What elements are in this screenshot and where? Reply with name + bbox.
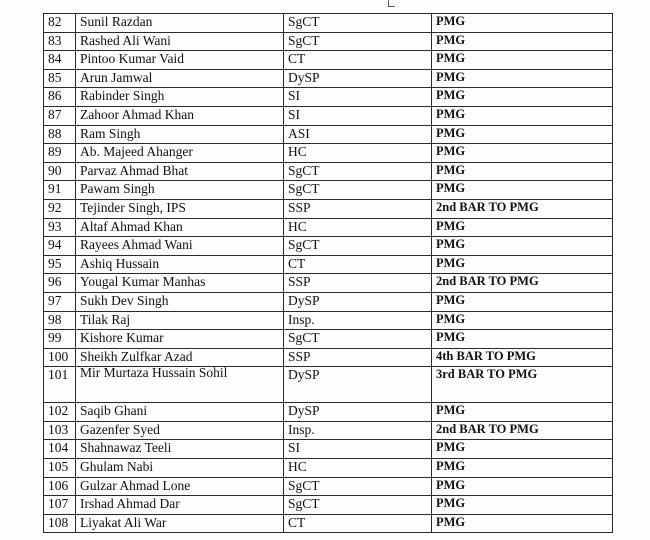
rank-cell: SI xyxy=(284,88,432,107)
rank-cell: SSP xyxy=(284,274,432,293)
rank-cell: SSP xyxy=(284,348,432,367)
award-cell: PMG xyxy=(432,403,613,422)
award-cell: PMG xyxy=(432,330,613,349)
serial-number-cell: 92 xyxy=(44,199,76,218)
award-cell: PMG xyxy=(432,311,613,330)
rank-cell: SgCT xyxy=(284,237,432,256)
serial-number-cell: 97 xyxy=(44,292,76,311)
table-row xyxy=(44,237,613,256)
serial-number-cell: 85 xyxy=(44,69,76,88)
serial-number-cell: 104 xyxy=(44,440,76,459)
rank-cell: DySP xyxy=(284,69,432,88)
award-cell: PMG xyxy=(432,14,613,33)
rank-cell: SgCT xyxy=(284,330,432,349)
serial-number-cell: 87 xyxy=(44,106,76,125)
serial-number-cell: 90 xyxy=(44,162,76,181)
rank-cell: DySP xyxy=(284,403,432,422)
name-cell: Zahoor Ahmad Khan xyxy=(76,106,284,125)
name-cell: Gazenfer Syed xyxy=(76,421,284,440)
name-cell: Ghulam Nabi xyxy=(76,459,284,478)
table-row xyxy=(44,330,613,349)
serial-number-cell: 105 xyxy=(44,459,76,478)
rank-cell: ASI xyxy=(284,125,432,144)
serial-number-cell: 88 xyxy=(44,125,76,144)
name-cell: Kishore Kumar xyxy=(76,330,284,349)
rank-cell: SI xyxy=(284,106,432,125)
name-cell: Altaf Ahmad Khan xyxy=(76,218,284,237)
table-row xyxy=(44,106,613,125)
table-row xyxy=(44,14,613,33)
serial-number-cell: 83 xyxy=(44,32,76,51)
name-cell: Sunil Razdan xyxy=(76,14,284,33)
rank-cell: CT xyxy=(284,514,432,533)
rank-cell: DySP xyxy=(284,367,432,403)
award-cell: PMG xyxy=(432,51,613,70)
table-row xyxy=(44,403,613,422)
award-cell: PMG xyxy=(432,292,613,311)
rank-cell: SI xyxy=(284,440,432,459)
serial-number-cell: 102 xyxy=(44,403,76,422)
serial-number-cell: 108 xyxy=(44,514,76,533)
rank-cell: HC xyxy=(284,218,432,237)
award-cell: PMG xyxy=(432,514,613,533)
serial-number-cell: 106 xyxy=(44,477,76,496)
rank-cell: SgCT xyxy=(284,162,432,181)
award-cell: 2nd BAR TO PMG xyxy=(432,199,613,218)
table-row xyxy=(44,348,613,367)
awards-table xyxy=(43,13,613,533)
scan-mark xyxy=(388,0,395,7)
award-cell: PMG xyxy=(432,106,613,125)
name-cell: Sukh Dev Singh xyxy=(76,292,284,311)
name-cell: Ram Singh xyxy=(76,125,284,144)
name-cell: Tilak Raj xyxy=(76,311,284,330)
table-row xyxy=(44,255,613,274)
serial-number-cell: 84 xyxy=(44,51,76,70)
rank-cell: HC xyxy=(284,144,432,163)
rank-cell: SgCT xyxy=(284,14,432,33)
name-cell: Irshad Ahmad Dar xyxy=(76,496,284,515)
rank-cell: DySP xyxy=(284,292,432,311)
rank-cell: Insp. xyxy=(284,311,432,330)
name-cell: Liyakat Ali War xyxy=(76,514,284,533)
rank-cell: SSP xyxy=(284,199,432,218)
name-cell: Pintoo Kumar Vaid xyxy=(76,51,284,70)
name-cell: Yougal Kumar Manhas xyxy=(76,274,284,293)
table-row xyxy=(44,274,613,293)
award-cell: PMG xyxy=(432,496,613,515)
award-cell: 3rd BAR TO PMG xyxy=(432,367,613,403)
serial-number-cell: 93 xyxy=(44,218,76,237)
serial-number-cell: 100 xyxy=(44,348,76,367)
rank-cell: SgCT xyxy=(284,32,432,51)
table-row xyxy=(44,199,613,218)
rank-cell: HC xyxy=(284,459,432,478)
table-row xyxy=(44,181,613,200)
name-cell: Pawam Singh xyxy=(76,181,284,200)
table-row xyxy=(44,421,613,440)
table-row xyxy=(44,162,613,181)
serial-number-cell: 99 xyxy=(44,330,76,349)
serial-number-cell: 101 xyxy=(44,367,76,403)
table-row xyxy=(44,144,613,163)
rank-cell: SgCT xyxy=(284,181,432,200)
award-cell: 4th BAR TO PMG xyxy=(432,348,613,367)
rank-cell: SgCT xyxy=(284,496,432,515)
award-cell: PMG xyxy=(432,255,613,274)
award-cell: 2nd BAR TO PMG xyxy=(432,421,613,440)
table-row xyxy=(44,311,613,330)
table-row xyxy=(44,496,613,515)
rank-cell: CT xyxy=(284,51,432,70)
name-cell: Gulzar Ahmad Lone xyxy=(76,477,284,496)
table-row xyxy=(44,440,613,459)
award-cell: PMG xyxy=(432,88,613,107)
award-cell: PMG xyxy=(432,477,613,496)
name-cell: Parvaz Ahmad Bhat xyxy=(76,162,284,181)
award-cell: PMG xyxy=(432,162,613,181)
name-cell: Tejinder Singh, IPS xyxy=(76,199,284,218)
table-row xyxy=(44,32,613,51)
serial-number-cell: 98 xyxy=(44,311,76,330)
award-cell: PMG xyxy=(432,32,613,51)
name-cell: Ab. Majeed Ahanger xyxy=(76,144,284,163)
rank-cell: SgCT xyxy=(284,477,432,496)
serial-number-cell: 91 xyxy=(44,181,76,200)
serial-number-cell: 94 xyxy=(44,237,76,256)
serial-number-cell: 82 xyxy=(44,14,76,33)
name-cell: Ashiq Hussain xyxy=(76,255,284,274)
awards-table-body xyxy=(44,14,613,533)
table-row xyxy=(44,477,613,496)
award-cell: PMG xyxy=(432,237,613,256)
award-cell: 2nd BAR TO PMG xyxy=(432,274,613,293)
name-cell: Rashed Ali Wani xyxy=(76,32,284,51)
name-cell: Rabinder Singh xyxy=(76,88,284,107)
serial-number-cell: 86 xyxy=(44,88,76,107)
name-cell: Shahnawaz Teeli xyxy=(76,440,284,459)
name-cell: Mir Murtaza Hussain Sohil xyxy=(76,367,284,403)
table-row xyxy=(44,51,613,70)
table-row xyxy=(44,367,613,403)
award-cell: PMG xyxy=(432,440,613,459)
serial-number-cell: 103 xyxy=(44,421,76,440)
award-cell: PMG xyxy=(432,69,613,88)
table-row xyxy=(44,514,613,533)
serial-number-cell: 107 xyxy=(44,496,76,515)
table-row xyxy=(44,292,613,311)
name-cell: Sheikh Zulfkar Azad xyxy=(76,348,284,367)
name-cell: Saqib Ghani xyxy=(76,403,284,422)
award-cell: PMG xyxy=(432,459,613,478)
table-row xyxy=(44,88,613,107)
serial-number-cell: 95 xyxy=(44,255,76,274)
rank-cell: CT xyxy=(284,255,432,274)
award-cell: PMG xyxy=(432,144,613,163)
award-cell: PMG xyxy=(432,181,613,200)
name-cell: Rayees Ahmad Wani xyxy=(76,237,284,256)
serial-number-cell: 96 xyxy=(44,274,76,293)
serial-number-cell: 89 xyxy=(44,144,76,163)
table-row xyxy=(44,69,613,88)
name-cell: Arun Jamwal xyxy=(76,69,284,88)
award-cell: PMG xyxy=(432,125,613,144)
table-row xyxy=(44,459,613,478)
table-row xyxy=(44,125,613,144)
table-row xyxy=(44,218,613,237)
rank-cell: Insp. xyxy=(284,421,432,440)
award-cell: PMG xyxy=(432,218,613,237)
